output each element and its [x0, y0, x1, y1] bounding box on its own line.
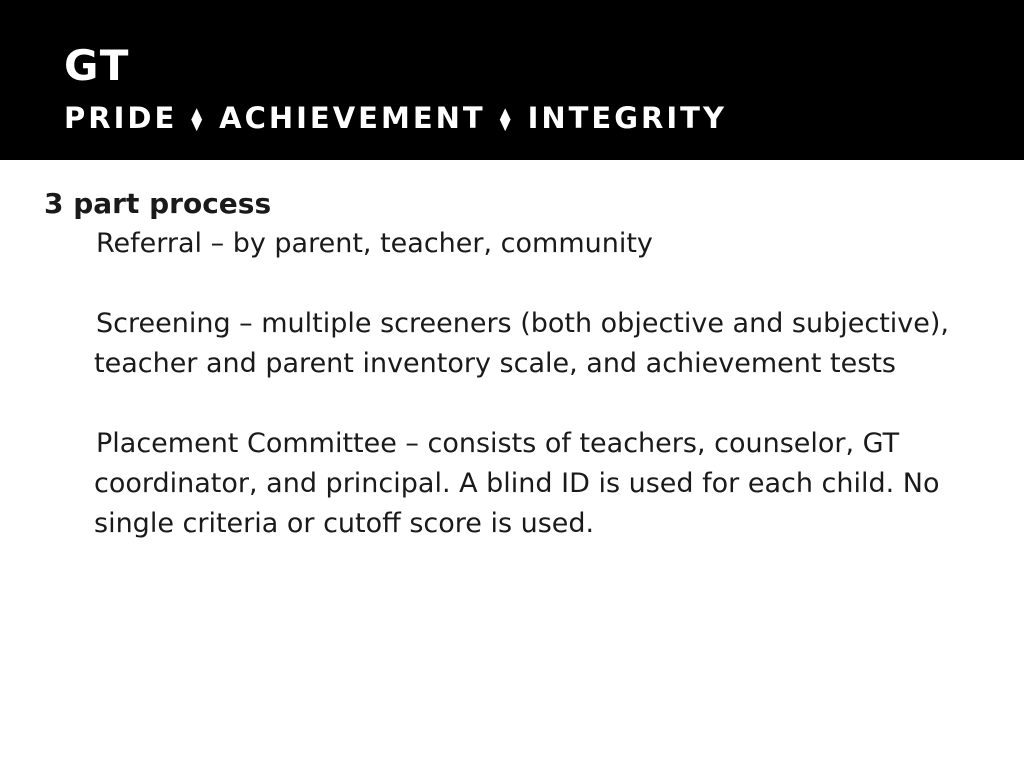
motto-integrity: INTEGRITY: [527, 101, 727, 135]
header-band: [0, 0, 1024, 160]
list-item-placement-committee: Placement Committee – consists of teachers, counselor, GT coordinator, and principal. A blind ID is used for each child. No single criteria or cutoff score is used.: [94, 428, 940, 539]
motto-achievement: ACHIEVEMENT: [219, 101, 486, 135]
list-item-screening: Screening – multiple screeners (both objective and subjective), teacher and parent inventory scale, and achievement tests: [94, 308, 949, 379]
diamond-separator-icon: ⧫: [499, 107, 514, 132]
section-heading: 3 part process: [44, 187, 272, 220]
diamond-separator-icon: ⧫: [191, 107, 206, 132]
content-area: [44, 184, 974, 544]
motto: [64, 100, 727, 138]
list-item-referral: Referral – by parent, teacher, community: [96, 228, 653, 259]
slide-title: GT: [64, 41, 131, 90]
motto-pride: PRIDE: [64, 101, 178, 135]
